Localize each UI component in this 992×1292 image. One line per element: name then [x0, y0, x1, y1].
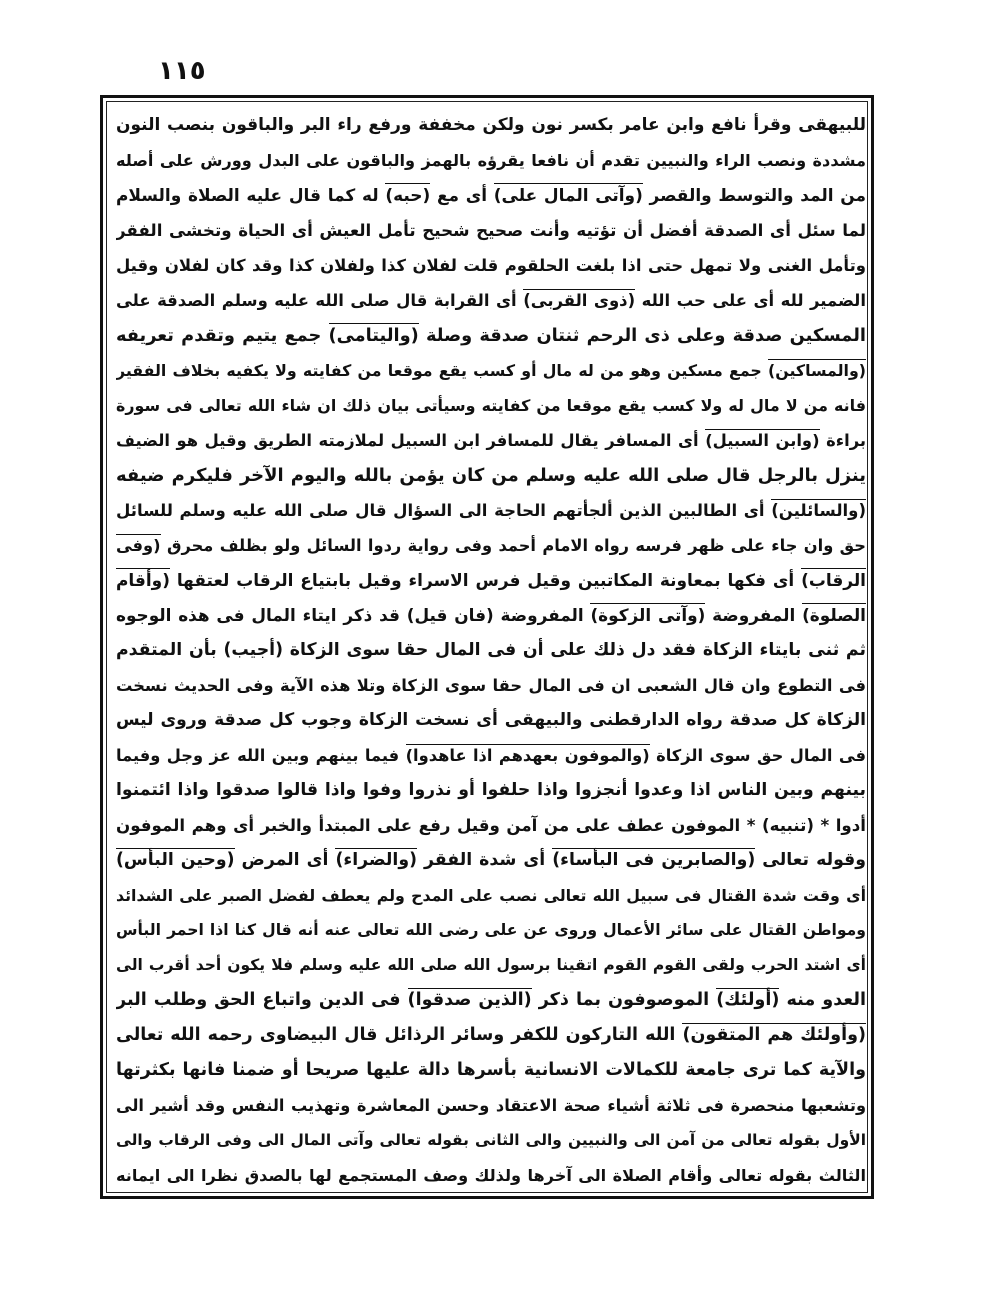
page-number: ١١٥ [158, 56, 206, 86]
text-run: العدو منه [779, 990, 866, 1010]
text-run: أى شدة الفقر [417, 850, 553, 870]
text-line [116, 913, 866, 948]
quran-phrase: (والسائلين) [771, 501, 866, 520]
text-line [116, 143, 866, 178]
text-run: المسكين صدقة وعلى ذى الرحم ثنتان صدقة وصلة [418, 325, 866, 346]
quran-phrase: (والموفون بعهدهم اذا عاهدوا) [405, 746, 650, 765]
text-run: فانه من لا مال له ولا كسب يقع موقعا من كفايته وسيأتى بيان ذلك ان شاء الله تعالى فى سورة [116, 396, 866, 415]
text-run: المفروضة [705, 605, 803, 625]
quran-phrase: (حبه) [385, 185, 431, 205]
text-run: من المد والتوسط والقصر [642, 185, 866, 205]
text-run: وتشعبها منحصرة فى ثلاثة أشياء صحة الاعتقاد وحسن المعاشرة وتهذيب النفس وقد أشير الى [116, 1096, 866, 1115]
text-run: ثم ثنى بايتاء الزكاة فقد دل ذلك على أن فى المال حقا سوى الزكاة (أجيب) بأن المتقدم [116, 640, 866, 660]
quran-phrase: (وآتى المال على) [493, 185, 643, 205]
text-run: أى القرابة قال صلى الله عليه وسلم الصدقة على [116, 291, 524, 310]
quran-phrase: (ذوى القربى) [523, 291, 636, 310]
text-line [116, 1123, 866, 1158]
text-run: الثالث بقوله تعالى وأقام الصلاة الى آخرها ولذلك وصف المستجمع لها بالصدق نظرا الى ايمانه [116, 1166, 866, 1185]
text-line [116, 563, 866, 598]
text-run: فى الدين واتباع الحق وطلب البر [116, 990, 408, 1010]
text-line [116, 703, 866, 738]
text-run: والآية كما ترى جامعة للكمالات الانسانية بأسرها دالة عليها صريحا أو ضمنا فانها بكثرتها [116, 1060, 866, 1080]
quran-phrase: (الذين صدقوا) [407, 990, 532, 1010]
text-line [116, 808, 866, 843]
text-line [116, 1018, 866, 1053]
text-run: جمع يتيم وتقدم تعريفه [116, 325, 329, 346]
text-run: أى فكها بمعاونة المكاتبين وقيل فرس الاسراء وقيل بابتياع الرقاب لعتقها [169, 570, 802, 590]
text-line [116, 878, 866, 913]
text-run: فيما بينهم وبين الله عز وجل وفيما [116, 746, 406, 765]
quran-phrase: (وأولئك هم المتقون) [682, 1025, 866, 1045]
text-line [116, 248, 866, 283]
quran-phrase: الصلوة) [802, 605, 866, 625]
text-line [116, 493, 866, 528]
text-line [116, 283, 866, 318]
text-line [116, 423, 866, 458]
text-line [116, 668, 866, 703]
text-run: أدوا * (تنبيه) * الموفون عطف على من آمن وقيل رفع على المبتدأ والخبر أى وهم الموفون [116, 816, 866, 835]
text-block [116, 108, 866, 1193]
text-line [116, 773, 866, 808]
text-line [116, 598, 866, 633]
text-run: أى الطالبين الذين ألجأتهم الحاجة الى السؤال قال صلى الله عليه وسلم للسائل [116, 501, 772, 520]
text-run: أى المسافر يقال للمسافر ابن السبيل لملازمته الطريق وقيل هو الضيف [116, 431, 706, 450]
text-run: أى المرض [234, 850, 336, 870]
text-run: أى مع [430, 185, 494, 205]
text-run: جمع مسكين وهو من له مال أو كسب يقع موقعا من كفايته ولا يكفيه بخلاف الفقير [116, 361, 769, 380]
quran-phrase: (وآتى الزكوة) [590, 605, 706, 625]
text-run: أى اشتد الحرب ولقى القوم القوم اتقينا برسول الله صلى الله عليه وسلم فلا يكون أحد أقرب الى [116, 956, 866, 974]
quran-phrase: (وحين البأس) [116, 850, 235, 870]
quran-phrase: (وأقام [116, 570, 170, 590]
text-run: حق وان جاء على ظهر فرسه رواه الامام أحمد وفى رواية ردوا السائل ولو بظلف محرق [160, 536, 866, 555]
quran-phrase: الرقاب) [801, 570, 866, 590]
quran-phrase: (وابن السبيل) [705, 431, 820, 450]
text-run: له كما قال عليه الصلاة والسلام [116, 185, 386, 205]
text-line [116, 738, 866, 773]
text-line [116, 213, 866, 248]
text-run: الموصوفون بما ذكر [531, 990, 717, 1010]
text-run: أى وقت شدة القتال فى سبيل الله تعالى نصب على المدح ولم يعطف لفضل الصبر على الشدائد [116, 886, 866, 905]
text-run: وتأمل الغنى ولا تمهل حتى اذا بلغت الحلقوم قلت لفلان كذا ولفلان كذا وقد كان لفلان وقيل [116, 256, 866, 275]
text-line [116, 983, 866, 1018]
text-run: الضمير لله أى على حب الله [635, 291, 866, 310]
text-run: بينهم وبين الناس اذا وعدوا أنجزوا واذا حلفوا أو نذروا وفوا واذا قالوا صدقوا واذا ائتمنوا [116, 780, 866, 800]
text-line [116, 318, 866, 353]
text-run: الأول بقوله تعالى من آمن الى والنبيين والى الثانى بقوله تعالى وآتى المال الى وفى الرقاب والى [116, 1131, 866, 1149]
quran-phrase: (والضراء) [335, 850, 418, 870]
text-run: الله التاركون للكفر وسائر الرذائل قال البيضاوى رحمه الله تعالى [116, 1025, 683, 1045]
text-line [116, 528, 866, 563]
text-line [116, 458, 866, 493]
text-run: للبيهقى وقرأ نافع وابن عامر بكسر نون ولكن مخففة ورفع راء البر والباقون بنصب النون [116, 115, 866, 135]
quran-phrase: (والمساكين) [768, 361, 866, 380]
text-run: ومواطن القتال على سائر الأعمال وروى عن على رضى الله تعالى عنه أنه قال كنا اذا احمر البأس [116, 921, 866, 939]
text-line [116, 1088, 866, 1123]
quran-phrase: (واليتامى) [328, 325, 419, 346]
text-line [116, 353, 866, 388]
text-line [116, 1158, 866, 1193]
text-line [116, 843, 866, 878]
text-run: لما سئل أى الصدقة أفضل أن تؤتيه وأنت صحيح شحيح تأمل العيش أى الحياة وتخشى الفقر [116, 220, 866, 240]
text-run: فى المال حق سوى الزكاة [649, 746, 866, 765]
text-run: الزكاة كل صدقة رواه الدارقطنى والبيهقى أى نسخت الزكاة وجوب كل صدقة وروى ليس [116, 710, 866, 730]
quran-phrase: (والصابرين فى البأساء) [552, 850, 756, 870]
text-line [116, 178, 866, 213]
text-run: مشددة ونصب الراء والنبيين تقدم أن نافعا يقرؤه بالهمز والباقون على البدل وورش على أصله [116, 151, 866, 170]
text-run: وقوله تعالى [755, 850, 866, 870]
text-run: ينزل بالرجل قال صلى الله عليه وسلم من كان يؤمن بالله واليوم الآخر فليكرم ضيفه [116, 465, 866, 486]
text-run: براءة [819, 431, 866, 450]
text-line [116, 633, 866, 668]
text-run: المفروضة (فان قيل) قد ذكر ايتاء المال فى هذه الوجوه [116, 605, 591, 625]
text-line [116, 108, 866, 143]
text-line [116, 388, 866, 423]
quran-phrase: (أولئك) [716, 990, 780, 1010]
quran-phrase: (وفى [116, 536, 161, 555]
text-run: فى التطوع وان قال الشعبى ان فى المال حقا سوى الزكاة وتلا هذه الآية وفى الحديث نسخت [116, 676, 866, 695]
text-line [116, 948, 866, 983]
text-line [116, 1053, 866, 1088]
